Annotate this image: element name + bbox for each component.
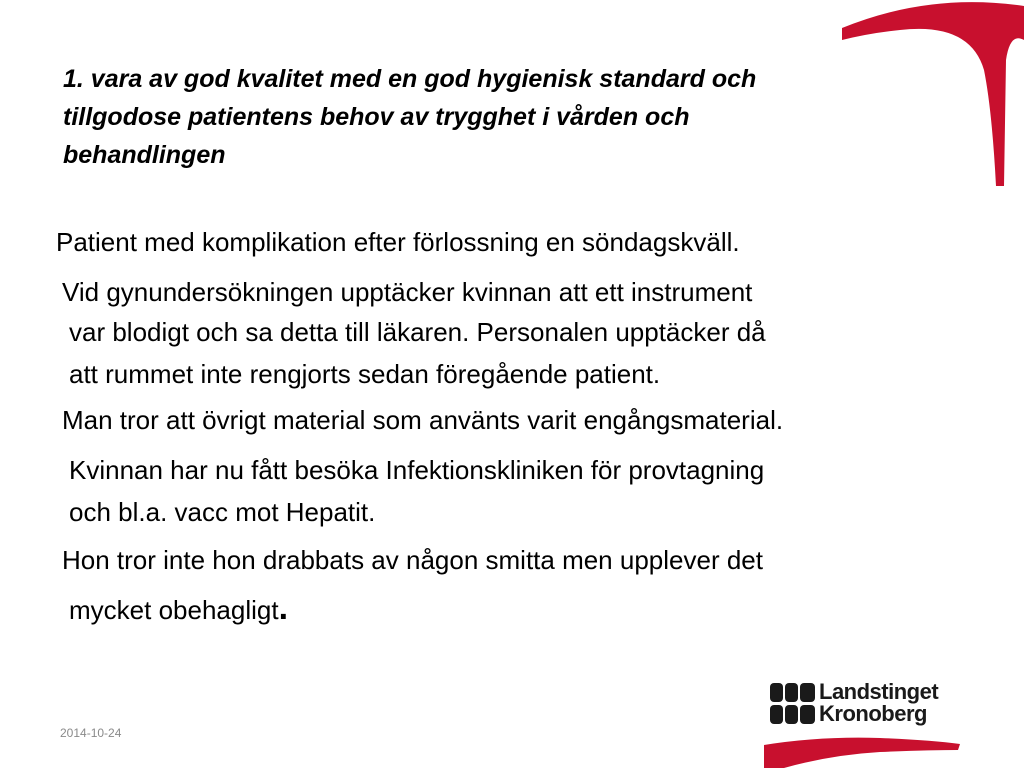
- body-line-text: mycket obehagligt: [69, 595, 279, 625]
- logo-line-2: Kronoberg: [819, 701, 927, 726]
- body-line: Patient med komplikation efter förlossning en söndagskväll.: [56, 227, 740, 257]
- body-line: var blodigt och sa detta till läkaren. Personalen upptäcker då: [69, 317, 766, 347]
- title-line: behandlingen: [63, 141, 226, 169]
- body-line: att rummet inte rengjorts sedan föregående patient.: [69, 359, 661, 389]
- body-line: Man tror att övrigt material som använts varit engångsmaterial.: [62, 405, 784, 435]
- slide-date: 2014-10-24: [60, 726, 122, 740]
- title-line: tillgodose patientens behov av trygghet i vården och: [63, 103, 690, 131]
- body-line: och bl.a. vacc mot Hepatit.: [69, 497, 376, 527]
- slide-title: [63, 60, 923, 174]
- body-line: [69, 589, 289, 627]
- body-line: Hon tror inte hon drabbats av någon smitta men upplever det: [62, 545, 763, 575]
- red-swoosh-bottom: [0, 700, 1024, 768]
- title-line: 1. vara av god kvalitet med en god hygienisk standard och: [63, 65, 757, 93]
- body-line: Vid gynundersökningen upptäcker kvinnan att ett instrument: [62, 277, 753, 307]
- large-period: .: [278, 589, 289, 627]
- body-line: Kvinnan har nu fått besöka Infektionskliniken för provtagning: [69, 455, 765, 485]
- logo-line-1: Landstinget: [819, 679, 939, 704]
